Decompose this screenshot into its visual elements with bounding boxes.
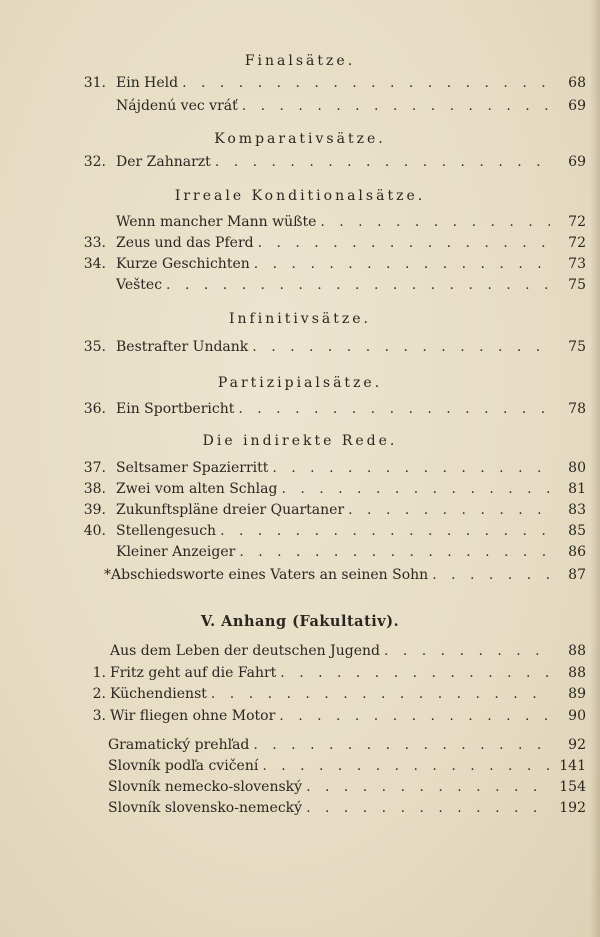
- section-heading-partizipialsaetze: Partizipialsätze.: [217, 375, 383, 391]
- toc-entry: [0, 337, 600, 357]
- entry-title: Slovník nemecko-slovenský: [108, 779, 303, 795]
- section-heading-irreale-konditionalsaetze: Irreale Konditionalsätze.: [174, 188, 426, 204]
- entry-number: 34.: [83, 256, 106, 272]
- entry-title: *Abschiedsworte eines Vaters an seinen Sohn: [104, 567, 429, 583]
- entry-page: 75: [568, 339, 586, 355]
- entry-page: 80: [568, 460, 586, 476]
- entry-page: 69: [568, 98, 586, 114]
- toc-entry: [0, 756, 600, 776]
- entry-page: 78: [568, 401, 586, 417]
- toc-entry: [0, 798, 600, 818]
- entry-title: Nájdenú vec vráť: [116, 98, 238, 114]
- entry-title: Wir fliegen ohne Motor: [110, 708, 276, 724]
- leader-dots: [220, 521, 550, 541]
- leader-dots: [258, 233, 550, 253]
- leader-dots: [238, 399, 550, 419]
- entry-number: 1.: [92, 665, 106, 681]
- entry-page: 192: [559, 800, 586, 816]
- toc-entry: [0, 663, 600, 683]
- leader-dots: [281, 479, 550, 499]
- leader-dots: [166, 275, 550, 295]
- toc-entry: [0, 706, 600, 726]
- leader-dots: [272, 458, 550, 478]
- entry-title: Bestrafter Undank: [116, 339, 249, 355]
- section-heading-infinitivsaetze: Infinitivsätze.: [229, 311, 371, 327]
- leader-dots: [279, 706, 550, 726]
- entry-page: 89: [568, 686, 586, 702]
- entry-page: 69: [568, 154, 586, 170]
- toc-entry: [0, 233, 600, 253]
- toc-entry: [0, 542, 600, 562]
- toc-entry: [0, 212, 600, 232]
- entry-page: 72: [568, 214, 586, 230]
- entry-number: 31.: [83, 75, 106, 91]
- toc-entry: [0, 565, 600, 585]
- entry-title: Kleiner Anzeiger: [116, 544, 236, 560]
- entry-page: 81: [568, 481, 586, 497]
- section-heading-finalsaetze: Finalsätze.: [244, 53, 356, 69]
- leader-dots: [252, 337, 550, 357]
- entry-title: Küchendienst: [110, 686, 207, 702]
- toc-entry: [0, 96, 600, 116]
- leader-dots: [215, 152, 550, 172]
- entry-title: Stellengesuch: [116, 523, 217, 539]
- entry-page: 88: [568, 665, 586, 681]
- entry-title: Der Zahnarzt: [116, 154, 211, 170]
- entry-page: 154: [559, 779, 586, 795]
- leader-dots: [306, 798, 550, 818]
- section-heading-indirekte-rede: Die indirekte Rede.: [202, 433, 398, 449]
- section-heading-komparativsaetze: Komparativsätze.: [214, 131, 386, 147]
- leader-dots: [384, 641, 550, 661]
- entry-title: Aus dem Leben der deutschen Jugend: [110, 643, 380, 659]
- entry-title: Ein Sportbericht: [116, 401, 235, 417]
- entry-title: Kurze Geschichten: [116, 256, 250, 272]
- section-heading-anhang: V. Anhang (Fakultativ).: [200, 613, 400, 630]
- entry-page: 83: [568, 502, 586, 518]
- entry-page: 92: [568, 737, 586, 753]
- toc-entry: [0, 254, 600, 274]
- entry-number: 33.: [83, 235, 106, 251]
- entry-page: 85: [568, 523, 586, 539]
- entry-page: 68: [568, 75, 586, 91]
- leader-dots: [348, 500, 550, 520]
- toc-entry: [0, 777, 600, 797]
- entry-title: Zwei vom alten Schlag: [116, 481, 278, 497]
- toc-entry: [0, 521, 600, 541]
- leader-dots: [211, 684, 550, 704]
- entry-number: 36.: [83, 401, 106, 417]
- entry-page: 72: [568, 235, 586, 251]
- leader-dots: [320, 212, 550, 232]
- entry-title: Wenn mancher Mann wüßte: [116, 214, 317, 230]
- leader-dots: [280, 663, 550, 683]
- toc-entry: [0, 152, 600, 172]
- entry-title: Fritz geht auf die Fahrt: [110, 665, 277, 681]
- entry-title: Ein Held: [116, 75, 179, 91]
- toc-entry: [0, 500, 600, 520]
- toc-entry: [0, 479, 600, 499]
- entry-number: 35.: [83, 339, 106, 355]
- entry-page: 141: [559, 758, 586, 774]
- leader-dots: [262, 756, 550, 776]
- entry-page: 75: [568, 277, 586, 293]
- entry-number: 32.: [83, 154, 106, 170]
- entry-number: 37.: [83, 460, 106, 476]
- leader-dots: [306, 777, 550, 797]
- entry-number: 38.: [83, 481, 106, 497]
- entry-title: Zukunftspläne dreier Quartaner: [116, 502, 345, 518]
- toc-entry: [0, 73, 600, 93]
- entry-page: 87: [568, 567, 586, 583]
- entry-page: 73: [568, 256, 586, 272]
- toc-entry: [0, 684, 600, 704]
- leader-dots: [253, 735, 550, 755]
- leader-dots: [432, 565, 550, 585]
- entry-page: 90: [568, 708, 586, 724]
- leader-dots: [182, 73, 550, 93]
- toc-entry: [0, 735, 600, 755]
- entry-number: 39.: [83, 502, 106, 518]
- entry-title: Slovník podľa cvičení: [108, 758, 259, 774]
- entry-number: 40.: [83, 523, 106, 539]
- entry-title: Veštec: [116, 277, 163, 293]
- entry-title: Zeus und das Pferd: [116, 235, 254, 251]
- entry-page: 86: [568, 544, 586, 560]
- leader-dots: [242, 96, 550, 116]
- entry-number: 3.: [92, 708, 106, 724]
- leader-dots: [239, 542, 550, 562]
- toc-entry: [0, 399, 600, 419]
- entry-number: 2.: [92, 686, 106, 702]
- toc-entry: [0, 458, 600, 478]
- leader-dots: [254, 254, 550, 274]
- entry-title: Gramatický prehľad: [108, 737, 250, 753]
- toc-entry: [0, 275, 600, 295]
- entry-title: Seltsamer Spazierritt: [116, 460, 269, 476]
- entry-page: 88: [568, 643, 586, 659]
- toc-entry: [0, 641, 600, 661]
- entry-title: Slovník slovensko-nemecký: [108, 800, 303, 816]
